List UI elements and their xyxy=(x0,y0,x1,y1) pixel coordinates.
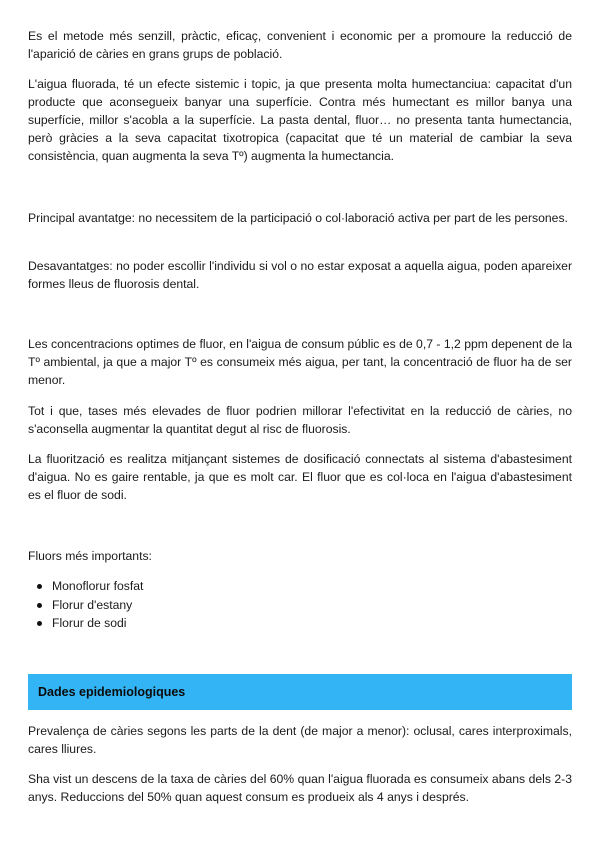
list-item: Monoflorur fosfat xyxy=(28,577,572,596)
bullet-icon xyxy=(37,584,42,589)
paragraph-avantatge: Principal avantatge: no necessitem de la participació o col·laboració activa per part de les persones. xyxy=(28,211,568,225)
list-item: Florur de sodi xyxy=(28,614,572,633)
section-banner xyxy=(28,674,572,710)
paragraph-tases: Tot i que, tases més elevades de fluor podrien millorar l'efectivitat en la reducció de càries, no s'aconsella augmentar la quantitat degut al risc de fluorosis. xyxy=(28,404,572,436)
paragraph-concentracions: Les concentracions optimes de fluor, en l'aigua de consum públic es de 0,7 - 1,2 ppm depenent de la Tº ambiental, ja que a major Tº es consumeix més aigua, per tant, la concentració de fluor ha de ser menor. xyxy=(28,337,572,387)
paragraph-fluors-importants: Fluors més importants: xyxy=(28,549,152,563)
bullet-icon xyxy=(37,621,42,626)
paragraph-aigua-fluorada: L'aigua fluorada, té un efecte sistemic i topic, ja que presenta molta humectanciua: capacitat d'un producte que aconsegueix banyar una superfície. Contra més humectant es millor banya una superfície, millor s'acobla a la superfície. La pasta dental, fluor… no presenta tanta humectancia, però gràcies a la seva capacitat tixotropica (capacitat que té un material de cambiar la seva consistència, quan augmenta la seva Tº) augmenta la humectancia. xyxy=(28,77,572,163)
paragraph-desavantatges: Desavantatges: no poder escollir l'individu si vol o no estar exposat a aquella aigua, poden apareixer formes lleus de fluorosis dental. xyxy=(28,259,572,291)
section-heading: Dades epidemiologiques xyxy=(38,685,186,699)
paragraph-prevalenca: Prevalença de càries segons les parts de la dent (de major a menor): oclusal, cares interproximals, cares lliures. xyxy=(28,724,572,756)
paragraph-descens: Sha vist un descens de la taxa de càries del 60% quan l'aigua fluorada es consumeix abans dels 2-3 anys. Reduccions del 50% quan aquest consum es produeix als 4 anys i després. xyxy=(28,772,572,804)
paragraph-intro: Es el metode més senzill, pràctic, eficaç, convenient i economic per a promoure la reducció de l'aparició de càries en grans grups de població. xyxy=(28,29,572,61)
paragraph-fluoritzacio: La fluorització es realitza mitjançant sistemes de dosificació connectats al sistema d'abastesiment d'aigua. No es gaire rentable, ja que es molt car. El fluor que es col·loca en l'aigua d'abastesiment es el fluor de sodi. xyxy=(28,452,572,502)
bullet-icon xyxy=(37,603,42,608)
list-item: Florur d'estany xyxy=(28,596,572,615)
fluor-list xyxy=(28,577,572,633)
